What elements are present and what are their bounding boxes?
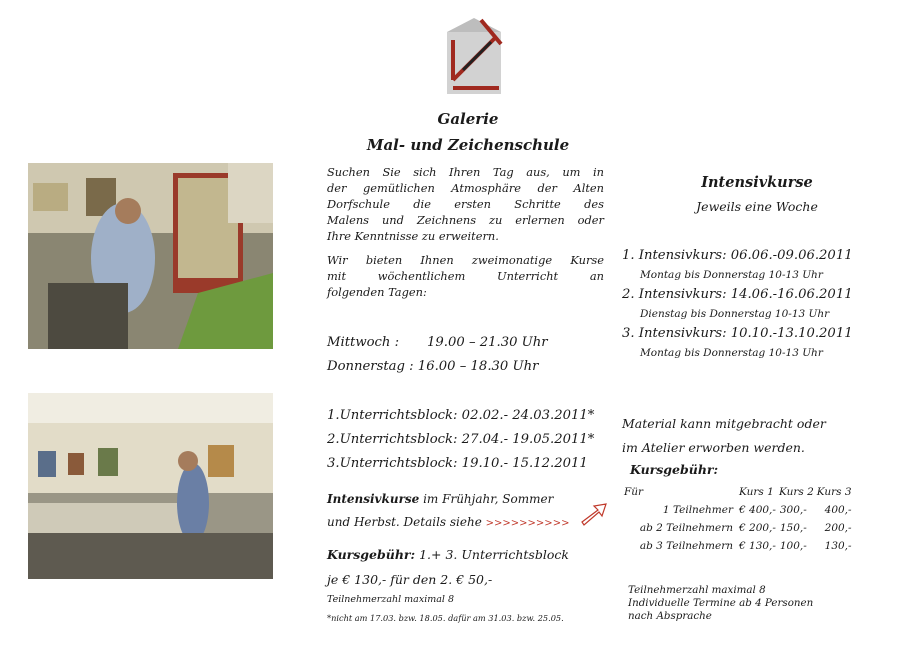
intro-line: der gemütlichen Atmosphäre der Alten: [327, 181, 604, 195]
table-header: Für: [624, 486, 644, 498]
table-cell: ab 2 Teilnehmern: [639, 522, 733, 534]
wednesday-label: Mittwoch :: [327, 335, 400, 350]
course-detail: Montag bis Donnerstag 10-13 Uhr: [640, 347, 823, 359]
title-line-1: Galerie: [437, 110, 499, 128]
fee-info: [327, 542, 617, 592]
table-row: [624, 540, 855, 558]
table-cell: 1 Teilnehmer: [662, 504, 733, 516]
bottom-notes: [628, 584, 908, 623]
course-label: 3. Intensivkurs: 10.10.-13.10.2011: [622, 326, 853, 341]
table-header: Kurs 1: [739, 486, 774, 498]
wednesday-time: 19.00 – 21.30 Uhr: [427, 335, 548, 350]
table-cell: € 400,-: [739, 504, 776, 516]
material-line: Material kann mitgebracht oder: [622, 416, 826, 431]
bottom-note: Teilnehmerzahl maximal 8: [628, 584, 766, 596]
max-participants: Teilnehmerzahl maximal 8: [327, 594, 455, 605]
intensive-note-bold: Intensivkurse: [327, 492, 420, 506]
intensive-header: [622, 174, 892, 214]
block-item: 1.Unterrichtsblock: 02.02.- 24.03.2011*: [327, 408, 595, 423]
fee-amounts: je € 130,- für den 2. € 50,-: [327, 572, 493, 587]
atelier-photo-painter: [28, 163, 273, 349]
intro-line: Dorfschule die ersten Schritte des: [327, 197, 604, 211]
arrow-right-icon: [580, 502, 608, 526]
fee-label: Kursgebühr:: [327, 547, 416, 562]
table-cell: ab 3 Teilnehmern: [639, 540, 733, 552]
intensive-course: [622, 326, 907, 359]
intensive-note-line2: und Herbst. Details siehe: [327, 515, 482, 529]
intensive-note-rest: im Frühjahr, Sommer: [419, 492, 554, 506]
table-cell: € 200,-: [739, 522, 776, 534]
table-cell: 300,-: [779, 504, 807, 516]
intensive-subtitle: Jeweils eine Woche: [696, 199, 818, 214]
course-detail: Dienstag bis Donnerstag 10-13 Uhr: [640, 308, 830, 320]
material-line: im Atelier erworben werden.: [622, 440, 805, 455]
arrow-chevrons: >>>>>>>>>>: [485, 518, 570, 529]
footnote: *nicht am 17.03. bzw. 18.05. dafür am 31.03. bzw. 25.05.: [327, 613, 564, 623]
intensive-course-list: [622, 248, 907, 365]
block-item: 2.Unterrichtsblock: 27.04.- 19.05.2011*: [327, 432, 595, 447]
table-header: Kurs 2: [778, 486, 814, 498]
course-detail: Montag bis Donnerstag 10-13 Uhr: [640, 269, 823, 281]
intro-paragraph: [327, 164, 604, 300]
table-cell: € 130,-: [739, 540, 776, 552]
intensive-course: [622, 287, 907, 320]
block-item: 3.Unterrichtsblock: 19.10.- 15.12.2011: [327, 456, 588, 471]
intensive-course: [622, 248, 907, 281]
table-header: Kurs 3: [816, 486, 852, 498]
fee-table-title: Kursgebühr:: [630, 462, 719, 477]
weekly-schedule: [327, 331, 607, 379]
page-title: [338, 110, 598, 154]
intro-line: mit wöchentlichem Unterricht an: [327, 269, 604, 283]
table-cell: 200,-: [824, 522, 852, 534]
bottom-note: Individuelle Termine ab 4 Personen: [628, 597, 814, 609]
table-cell: 130,-: [824, 540, 852, 552]
thursday-line: Donnerstag : 16.00 – 18.30 Uhr: [327, 359, 539, 374]
block-list: [327, 404, 617, 476]
intro-line: Malens und Zeichnens zu erlernen oder: [327, 213, 604, 227]
intro-line: Suchen Sie sich Ihren Tag aus, um in: [327, 165, 604, 179]
fee-text: 1.+ 3. Unterrichtsblock: [415, 547, 569, 562]
intro-line: Wir bieten Ihnen zweimonatige Kurse: [327, 253, 604, 267]
intensive-note: [327, 488, 617, 535]
table-header-row: [624, 486, 855, 504]
intro-line: Ihre Kenntnisse zu erweitern.: [327, 229, 499, 243]
table-cell: 400,-: [824, 504, 852, 516]
course-label: 1. Intensivkurs: 06.06.-09.06.2011: [622, 248, 853, 263]
atelier-photo-classroom: [28, 393, 273, 579]
table-row: [624, 522, 855, 540]
course-label: 2. Intensivkurs: 14.06.-16.06.2011: [622, 287, 853, 302]
table-row: [624, 504, 855, 522]
table-cell: 150,-: [779, 522, 807, 534]
title-line-2: Mal- und Zeichenschule: [366, 136, 570, 154]
bottom-note: nach Absprache: [628, 610, 712, 622]
logo-house-icon: [441, 14, 507, 96]
intro-line: folgenden Tagen:: [327, 285, 427, 299]
material-note: [622, 412, 907, 460]
fee-table: [624, 486, 855, 558]
table-cell: 100,-: [779, 540, 807, 552]
intensive-title: Intensivkurse: [701, 174, 813, 191]
